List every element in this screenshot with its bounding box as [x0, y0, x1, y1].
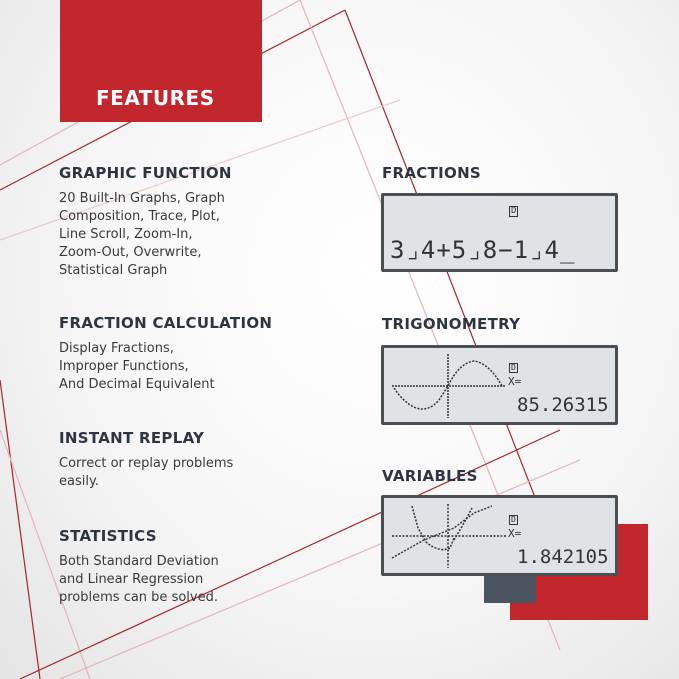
feature-graphic-function: [59, 164, 319, 280]
feature-desc: Correct or replay problems easily.: [59, 456, 234, 489]
mode-indicator-icon: D: [511, 206, 517, 216]
x-value: 85.26315: [517, 394, 609, 416]
x-label: X=: [508, 527, 522, 540]
x-label: X=: [508, 375, 522, 388]
feature-instant-replay: [59, 429, 319, 491]
feature-fraction-calculation: [59, 314, 319, 394]
sine-graph: [384, 348, 514, 422]
feature-title: INSTANT REPLAY: [59, 429, 205, 447]
features-banner: [60, 0, 262, 122]
trigonometry-heading: TRIGONOMETRY: [382, 315, 521, 333]
fractions-heading: FRACTIONS: [382, 164, 482, 182]
feature-title: STATISTICS: [59, 527, 157, 545]
variables-heading: VARIABLES: [382, 467, 478, 485]
feature-title: GRAPHIC FUNCTION: [59, 164, 232, 182]
fractions-screen: [381, 193, 618, 272]
variables-screen: [381, 495, 618, 576]
feature-desc: Both Standard Deviation and Linear Regression problems can be solved.: [59, 554, 219, 605]
feature-desc: 20 Built-In Graphs, Graph Composition, Trace, Plot, Line Scroll, Zoom-In, Zoom-Out, Overwrite, Statistical Graph: [59, 191, 225, 278]
variables-graph: [384, 498, 514, 574]
mode-indicator-icon: D: [511, 515, 516, 524]
feature-desc: Display Fractions, Improper Functions, And Decimal Equivalent: [59, 341, 215, 392]
fraction-display: 3⌟4+5⌟8−1⌟4_: [390, 236, 576, 264]
mode-indicator-icon: D: [511, 363, 516, 372]
x-value: 1.842105: [517, 546, 609, 568]
page-title: FEATURES: [96, 86, 215, 110]
feature-title: FRACTION CALCULATION: [59, 314, 273, 332]
feature-statistics: [59, 527, 319, 607]
trigonometry-screen: [381, 345, 618, 425]
decorative-dark-block: [484, 576, 536, 603]
